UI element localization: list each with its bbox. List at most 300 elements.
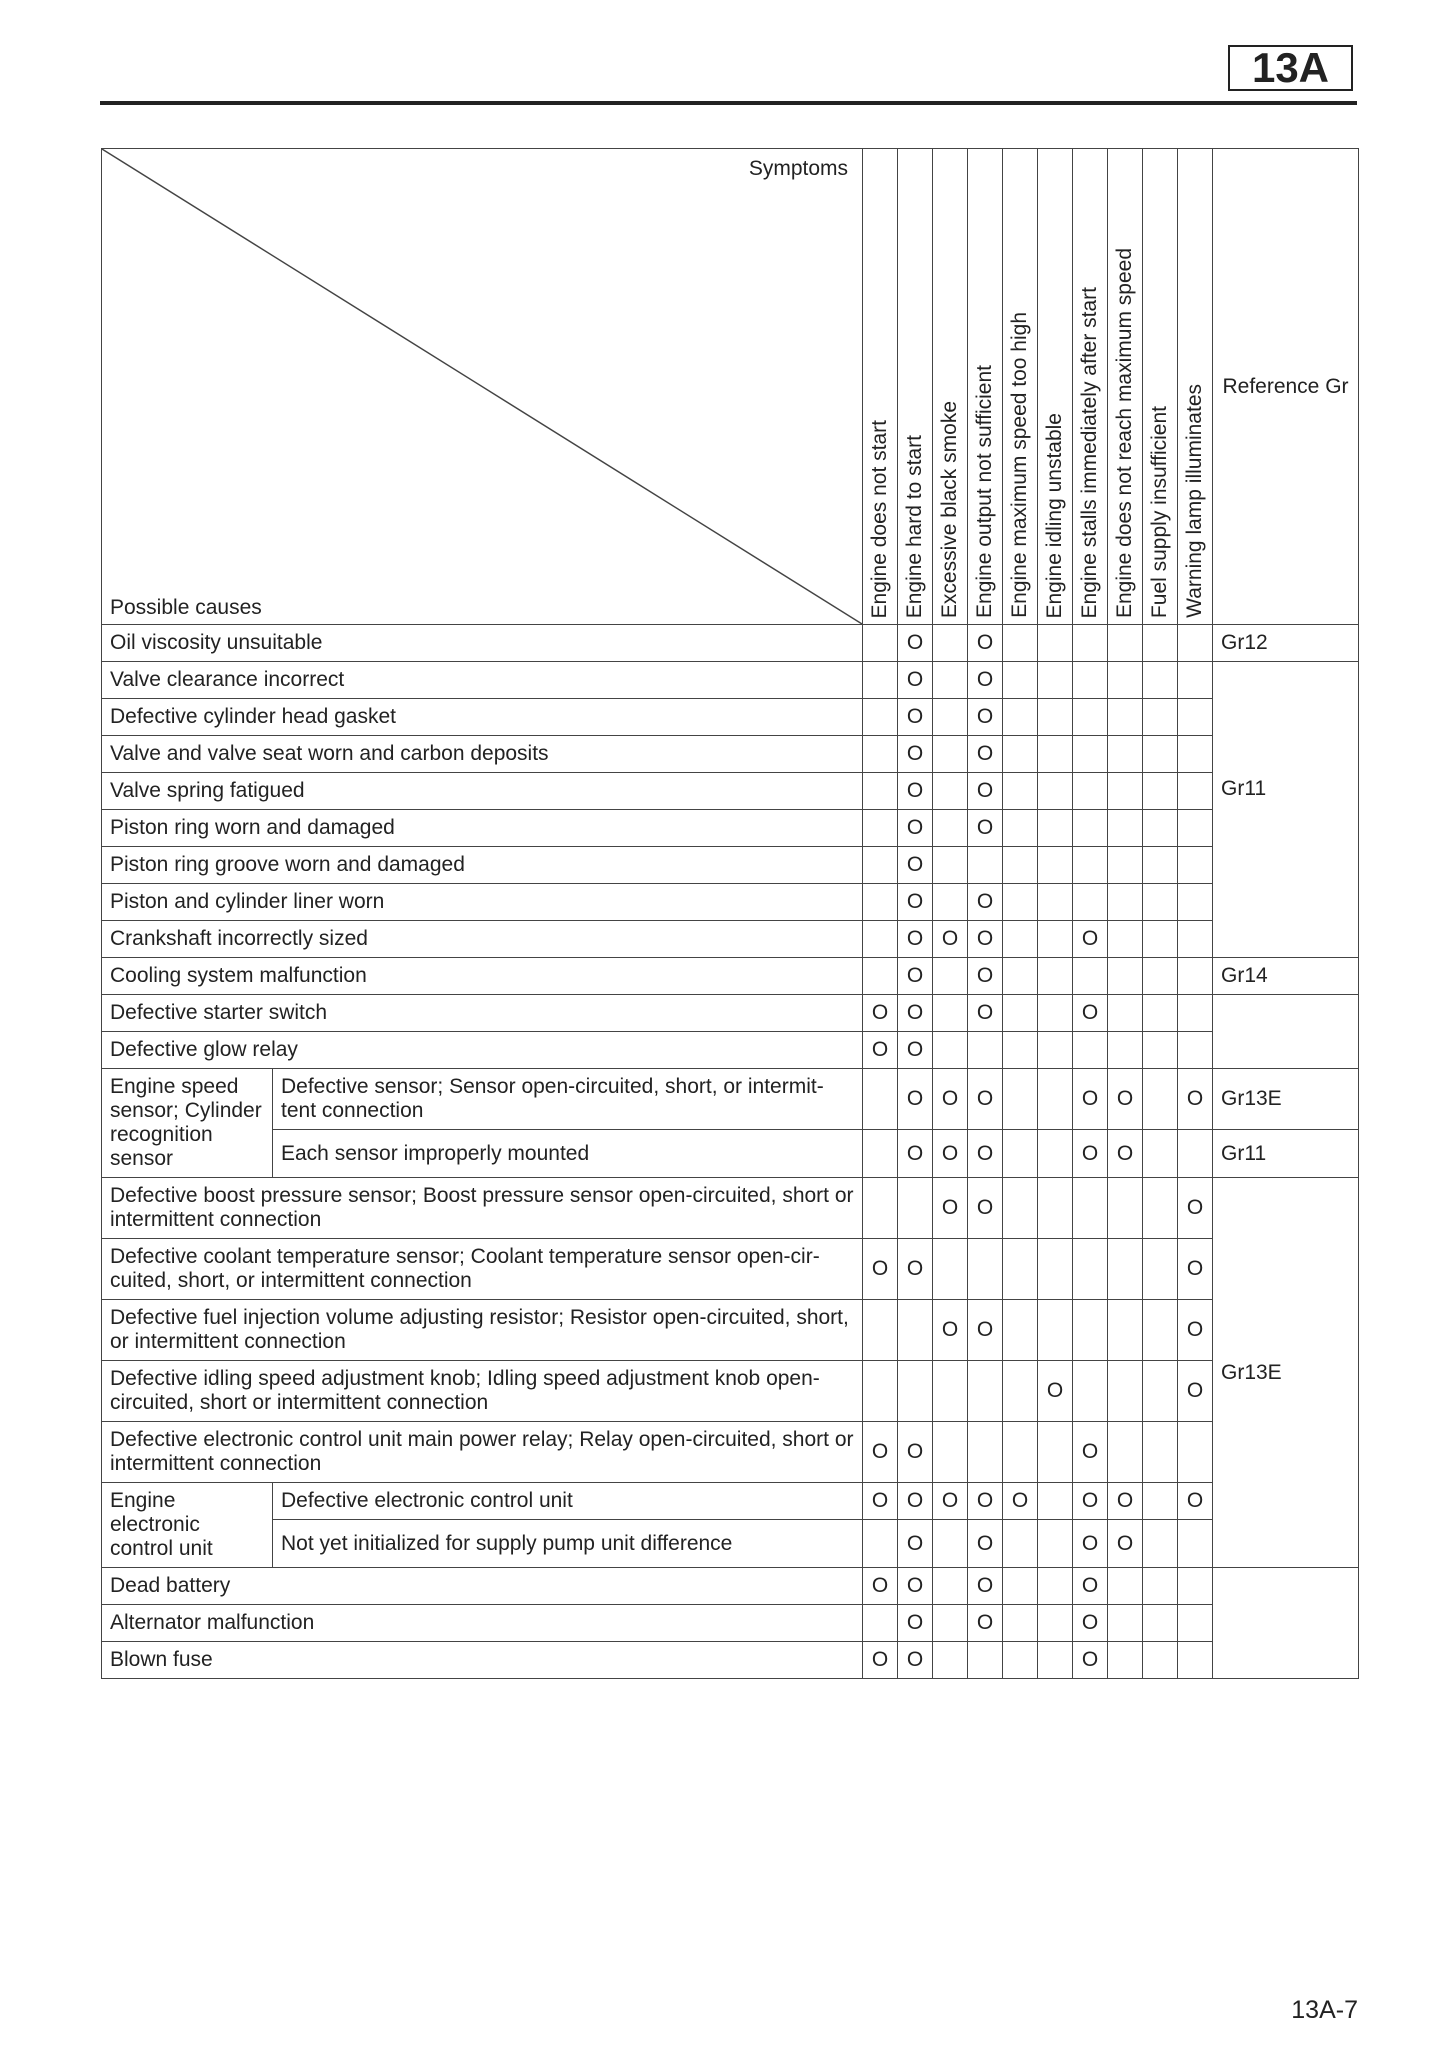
symptom-label: Excessive black smoke bbox=[938, 400, 961, 618]
symptom-mark-cell: O bbox=[933, 1300, 968, 1361]
reference-header bbox=[1213, 149, 1359, 625]
symptom-mark-cell: O bbox=[898, 1605, 933, 1642]
symptom-mark-cell bbox=[1108, 1032, 1143, 1069]
symptom-mark-cell bbox=[1143, 958, 1178, 995]
reference-cell bbox=[1213, 1568, 1359, 1679]
cause-group: Engine electronic control unit bbox=[102, 1483, 273, 1568]
symptom-header bbox=[1178, 149, 1213, 625]
symptom-mark-cell bbox=[898, 1178, 933, 1239]
symptom-mark-cell bbox=[1038, 995, 1073, 1032]
cause-cell: Defective cylinder head gasket bbox=[102, 699, 863, 736]
reference-cell: Gr13E bbox=[1213, 1069, 1359, 1130]
reference-cell: Gr14 bbox=[1213, 958, 1359, 995]
symptom-mark-cell: O bbox=[933, 1130, 968, 1178]
symptom-mark-cell: O bbox=[898, 1568, 933, 1605]
symptom-mark-cell bbox=[898, 1361, 933, 1422]
symptom-mark-cell bbox=[1073, 958, 1108, 995]
table-row bbox=[102, 773, 1359, 810]
symptom-label: Engine idling unstable bbox=[1043, 412, 1066, 618]
section-tag: 13A bbox=[1228, 45, 1353, 91]
table-row bbox=[102, 1239, 1359, 1300]
symptom-mark-cell bbox=[1143, 1178, 1178, 1239]
cause-cell: Cooling system malfunction bbox=[102, 958, 863, 995]
symptom-mark-cell bbox=[933, 662, 968, 699]
symptom-mark-cell bbox=[1003, 1069, 1038, 1130]
cause-cell: Defective boost pressure sensor; Boost pressure sensor open-circuited, short or intermittent connection bbox=[102, 1178, 863, 1239]
table-row bbox=[102, 1069, 1359, 1130]
symptom-mark-cell bbox=[968, 1642, 1003, 1679]
symptom-mark-cell: O bbox=[1178, 1300, 1213, 1361]
symptom-mark-cell bbox=[1143, 810, 1178, 847]
symptom-mark-cell bbox=[1108, 1239, 1143, 1300]
cause-cell: Dead battery bbox=[102, 1568, 863, 1605]
symptom-label: Engine output not sufficient bbox=[973, 365, 996, 618]
symptom-header bbox=[1073, 149, 1108, 625]
table-row bbox=[102, 1300, 1359, 1361]
symptom-mark-cell bbox=[1143, 995, 1178, 1032]
symptom-mark-cell bbox=[1038, 662, 1073, 699]
cause-cell: Defective fuel injection volume adjusting resistor; Resistor open-circuited, short, or intermittent connection bbox=[102, 1300, 863, 1361]
symptom-mark-cell: O bbox=[968, 884, 1003, 921]
symptom-mark-cell bbox=[1038, 1605, 1073, 1642]
symptom-mark-cell bbox=[1038, 810, 1073, 847]
symptom-mark-cell bbox=[933, 773, 968, 810]
symptom-mark-cell bbox=[863, 884, 898, 921]
symptom-mark-cell bbox=[1108, 884, 1143, 921]
symptom-mark-cell bbox=[1108, 958, 1143, 995]
symptom-mark-cell: O bbox=[863, 1032, 898, 1069]
symptom-mark-cell: O bbox=[933, 1069, 968, 1130]
symptom-mark-cell: O bbox=[933, 1483, 968, 1520]
reference-header-label: Reference Gr bbox=[1222, 374, 1349, 398]
symptom-mark-cell bbox=[1178, 1642, 1213, 1679]
symptom-mark-cell bbox=[1073, 1239, 1108, 1300]
cause-cell: Valve clearance incorrect bbox=[102, 662, 863, 699]
symptom-mark-cell: O bbox=[1038, 1361, 1073, 1422]
symptom-mark-cell: O bbox=[968, 958, 1003, 995]
symptom-mark-cell bbox=[1108, 995, 1143, 1032]
symptom-mark-cell: O bbox=[968, 1520, 1003, 1568]
cause-cell: Defective electronic control unit bbox=[273, 1483, 863, 1520]
symptom-mark-cell: O bbox=[898, 736, 933, 773]
table-row bbox=[102, 810, 1359, 847]
table-row bbox=[102, 995, 1359, 1032]
symptom-mark-cell: O bbox=[968, 995, 1003, 1032]
symptom-mark-cell: O bbox=[1108, 1520, 1143, 1568]
symptom-mark-cell: O bbox=[1178, 1239, 1213, 1300]
symptom-mark-cell bbox=[1038, 1130, 1073, 1178]
symptom-mark-cell bbox=[1003, 1361, 1038, 1422]
symptom-mark-cell bbox=[863, 773, 898, 810]
symptom-mark-cell bbox=[1038, 1239, 1073, 1300]
symptoms-label: Symptoms bbox=[748, 157, 848, 180]
symptom-mark-cell bbox=[1108, 1361, 1143, 1422]
symptom-mark-cell bbox=[1003, 625, 1038, 662]
symptom-mark-cell bbox=[968, 1032, 1003, 1069]
symptom-mark-cell bbox=[1178, 625, 1213, 662]
symptom-mark-cell: O bbox=[898, 958, 933, 995]
symptom-mark-cell: O bbox=[968, 662, 1003, 699]
symptom-mark-cell: O bbox=[968, 1130, 1003, 1178]
corner-diagonal bbox=[102, 149, 862, 624]
symptom-label: Engine stalls immediately after start bbox=[1078, 286, 1101, 618]
cause-cell: Defective sensor; Sensor open-circuited, short, or intermit-tent connection bbox=[273, 1069, 863, 1130]
symptom-mark-cell bbox=[863, 1130, 898, 1178]
symptom-label: Fuel supply insufficient bbox=[1148, 405, 1171, 618]
symptom-mark-cell bbox=[1073, 1300, 1108, 1361]
symptom-mark-cell bbox=[1003, 1130, 1038, 1178]
symptom-mark-cell bbox=[1038, 699, 1073, 736]
table-row bbox=[102, 1483, 1359, 1520]
symptom-mark-cell bbox=[933, 847, 968, 884]
corner-cell bbox=[102, 149, 863, 625]
symptom-mark-cell bbox=[1003, 1642, 1038, 1679]
symptom-mark-cell bbox=[1143, 921, 1178, 958]
symptom-mark-cell bbox=[863, 1178, 898, 1239]
symptom-mark-cell bbox=[1143, 1130, 1178, 1178]
symptom-mark-cell bbox=[1143, 1483, 1178, 1520]
symptom-mark-cell bbox=[1003, 1605, 1038, 1642]
symptom-mark-cell bbox=[1073, 1361, 1108, 1422]
symptom-mark-cell bbox=[1108, 736, 1143, 773]
symptom-mark-cell bbox=[968, 1422, 1003, 1483]
symptom-mark-cell: O bbox=[968, 1178, 1003, 1239]
symptom-mark-cell bbox=[1143, 1642, 1178, 1679]
symptom-mark-cell bbox=[863, 810, 898, 847]
symptom-mark-cell: O bbox=[863, 1568, 898, 1605]
symptom-mark-cell: O bbox=[968, 699, 1003, 736]
symptom-mark-cell: O bbox=[898, 995, 933, 1032]
symptom-mark-cell bbox=[1003, 921, 1038, 958]
page-number: 13A-7 bbox=[1291, 1996, 1358, 2024]
symptom-mark-cell bbox=[968, 1361, 1003, 1422]
symptom-mark-cell bbox=[1178, 1130, 1213, 1178]
symptom-mark-cell bbox=[1038, 1642, 1073, 1679]
symptom-mark-cell: O bbox=[1073, 1520, 1108, 1568]
symptom-mark-cell bbox=[1003, 1300, 1038, 1361]
symptom-mark-cell bbox=[933, 1642, 968, 1679]
symptom-mark-cell: O bbox=[898, 921, 933, 958]
symptom-mark-cell bbox=[1073, 625, 1108, 662]
symptom-mark-cell bbox=[1108, 1568, 1143, 1605]
symptom-mark-cell bbox=[1143, 773, 1178, 810]
symptom-mark-cell bbox=[863, 699, 898, 736]
symptom-mark-cell: O bbox=[968, 625, 1003, 662]
cause-cell: Not yet initialized for supply pump unit difference bbox=[273, 1520, 863, 1568]
symptom-mark-cell: O bbox=[898, 773, 933, 810]
symptom-mark-cell bbox=[1038, 884, 1073, 921]
table-row bbox=[102, 1642, 1359, 1679]
symptom-mark-cell: O bbox=[1178, 1483, 1213, 1520]
table-row bbox=[102, 736, 1359, 773]
cause-cell: Crankshaft incorrectly sized bbox=[102, 921, 863, 958]
symptom-mark-cell bbox=[1143, 1239, 1178, 1300]
symptom-mark-cell: O bbox=[1073, 1069, 1108, 1130]
symptom-mark-cell: O bbox=[968, 921, 1003, 958]
cause-cell: Alternator malfunction bbox=[102, 1605, 863, 1642]
symptom-mark-cell bbox=[1003, 1032, 1038, 1069]
symptom-mark-cell bbox=[1143, 1422, 1178, 1483]
header-rule bbox=[100, 101, 1357, 105]
symptom-mark-cell bbox=[933, 1361, 968, 1422]
symptom-mark-cell bbox=[1178, 1032, 1213, 1069]
symptom-mark-cell bbox=[1108, 1422, 1143, 1483]
symptom-mark-cell bbox=[863, 662, 898, 699]
symptom-mark-cell bbox=[1143, 1568, 1178, 1605]
symptom-mark-cell bbox=[863, 1520, 898, 1568]
symptom-mark-cell: O bbox=[863, 1483, 898, 1520]
symptom-mark-cell: O bbox=[1073, 921, 1108, 958]
symptom-mark-cell: O bbox=[1108, 1483, 1143, 1520]
symptom-mark-cell bbox=[1143, 662, 1178, 699]
symptom-mark-cell bbox=[1108, 1642, 1143, 1679]
possible-causes-label: Possible causes bbox=[110, 596, 262, 619]
symptom-mark-cell bbox=[933, 1239, 968, 1300]
symptom-mark-cell bbox=[863, 921, 898, 958]
cause-cell: Defective electronic control unit main power relay; Relay open-circuited, short or intermittent connection bbox=[102, 1422, 863, 1483]
symptom-mark-cell bbox=[1003, 1520, 1038, 1568]
reference-cell: Gr12 bbox=[1213, 625, 1359, 662]
symptom-mark-cell bbox=[1143, 884, 1178, 921]
table-row bbox=[102, 1032, 1359, 1069]
symptom-mark-cell: O bbox=[898, 1032, 933, 1069]
symptom-mark-cell bbox=[1038, 1300, 1073, 1361]
symptom-mark-cell bbox=[1108, 847, 1143, 884]
symptom-mark-cell bbox=[1143, 736, 1178, 773]
symptom-header bbox=[933, 149, 968, 625]
table-row bbox=[102, 958, 1359, 995]
cause-cell: Piston and cylinder liner worn bbox=[102, 884, 863, 921]
symptom-mark-cell: O bbox=[1073, 1568, 1108, 1605]
symptom-mark-cell bbox=[1108, 773, 1143, 810]
symptom-mark-cell bbox=[1038, 625, 1073, 662]
symptom-mark-cell bbox=[863, 1605, 898, 1642]
reference-cell bbox=[1213, 995, 1359, 1069]
cause-group: Engine speed sensor; Cylinder recognition sensor bbox=[102, 1069, 273, 1178]
symptom-mark-cell bbox=[1178, 847, 1213, 884]
symptom-mark-cell bbox=[1073, 810, 1108, 847]
cause-cell: Defective starter switch bbox=[102, 995, 863, 1032]
symptom-mark-cell bbox=[1003, 736, 1038, 773]
symptom-label: Engine does not reach maximum speed bbox=[1113, 247, 1136, 618]
symptom-mark-cell bbox=[1073, 773, 1108, 810]
cause-cell: Oil viscosity unsuitable bbox=[102, 625, 863, 662]
symptom-mark-cell bbox=[933, 736, 968, 773]
symptom-mark-cell bbox=[1003, 884, 1038, 921]
symptom-mark-cell bbox=[1003, 1568, 1038, 1605]
symptom-mark-cell bbox=[1178, 1422, 1213, 1483]
symptom-mark-cell bbox=[1108, 1178, 1143, 1239]
header-row bbox=[102, 149, 1359, 625]
symptom-mark-cell bbox=[1073, 1178, 1108, 1239]
cause-cell: Piston ring groove worn and damaged bbox=[102, 847, 863, 884]
symptom-mark-cell bbox=[863, 1300, 898, 1361]
symptom-mark-cell bbox=[1003, 958, 1038, 995]
symptom-mark-cell bbox=[1038, 773, 1073, 810]
symptom-mark-cell bbox=[933, 810, 968, 847]
symptom-label: Engine maximum speed too high bbox=[1008, 312, 1031, 618]
symptom-mark-cell bbox=[1073, 736, 1108, 773]
symptom-mark-cell: O bbox=[898, 1520, 933, 1568]
symptom-mark-cell: O bbox=[898, 1642, 933, 1679]
cause-cell: Defective coolant temperature sensor; Coolant temperature sensor open-cir-cuited, short, or intermittent connection bbox=[102, 1239, 863, 1300]
symptom-mark-cell: O bbox=[968, 1483, 1003, 1520]
symptom-header bbox=[898, 149, 933, 625]
symptom-mark-cell bbox=[1003, 810, 1038, 847]
symptom-mark-cell: O bbox=[1108, 1069, 1143, 1130]
symptom-mark-cell bbox=[1073, 847, 1108, 884]
symptom-mark-cell bbox=[1178, 773, 1213, 810]
symptom-mark-cell bbox=[1038, 1178, 1073, 1239]
symptom-mark-cell: O bbox=[898, 1069, 933, 1130]
symptom-mark-cell bbox=[1178, 1568, 1213, 1605]
symptom-mark-cell: O bbox=[1178, 1069, 1213, 1130]
symptom-mark-cell: O bbox=[898, 847, 933, 884]
symptom-mark-cell bbox=[1038, 1422, 1073, 1483]
symptom-mark-cell bbox=[1108, 1300, 1143, 1361]
symptom-mark-cell bbox=[1038, 958, 1073, 995]
symptom-mark-cell bbox=[1143, 625, 1178, 662]
symptom-mark-cell: O bbox=[968, 1605, 1003, 1642]
symptom-mark-cell bbox=[933, 958, 968, 995]
reference-cell: Gr11 bbox=[1213, 1130, 1359, 1178]
symptom-mark-cell bbox=[1178, 1520, 1213, 1568]
cause-cell: Defective glow relay bbox=[102, 1032, 863, 1069]
symptom-mark-cell bbox=[1003, 773, 1038, 810]
symptom-mark-cell bbox=[898, 1300, 933, 1361]
symptom-mark-cell: O bbox=[968, 1300, 1003, 1361]
table-row bbox=[102, 1605, 1359, 1642]
symptom-mark-cell bbox=[1178, 736, 1213, 773]
symptom-mark-cell bbox=[1108, 1605, 1143, 1642]
symptom-mark-cell bbox=[1143, 1069, 1178, 1130]
symptom-mark-cell: O bbox=[1108, 1130, 1143, 1178]
symptom-mark-cell bbox=[863, 625, 898, 662]
symptom-mark-cell bbox=[1038, 921, 1073, 958]
symptom-mark-cell: O bbox=[1073, 1642, 1108, 1679]
symptom-label: Warning lamp illuminates bbox=[1183, 384, 1206, 618]
symptom-mark-cell bbox=[1178, 958, 1213, 995]
symptom-mark-cell bbox=[1073, 884, 1108, 921]
symptom-mark-cell bbox=[1038, 1568, 1073, 1605]
table-row bbox=[102, 1130, 1359, 1178]
table-row bbox=[102, 1422, 1359, 1483]
symptom-mark-cell: O bbox=[863, 1422, 898, 1483]
symptom-mark-cell: O bbox=[898, 662, 933, 699]
symptom-mark-cell bbox=[1003, 1178, 1038, 1239]
symptom-header bbox=[1003, 149, 1038, 625]
table-row bbox=[102, 884, 1359, 921]
symptom-mark-cell bbox=[1143, 1605, 1178, 1642]
symptom-mark-cell bbox=[1108, 921, 1143, 958]
symptom-header bbox=[1108, 149, 1143, 625]
symptom-mark-cell bbox=[1143, 847, 1178, 884]
symptom-mark-cell bbox=[1003, 1239, 1038, 1300]
symptom-header bbox=[1038, 149, 1073, 625]
symptom-mark-cell bbox=[1073, 1032, 1108, 1069]
symptom-mark-cell: O bbox=[898, 1422, 933, 1483]
symptom-mark-cell: O bbox=[933, 1178, 968, 1239]
symptom-mark-cell bbox=[1073, 662, 1108, 699]
reference-cell: Gr11 bbox=[1213, 662, 1359, 958]
cause-cell: Piston ring worn and damaged bbox=[102, 810, 863, 847]
symptom-mark-cell bbox=[933, 884, 968, 921]
symptom-mark-cell bbox=[933, 1032, 968, 1069]
cause-cell: Blown fuse bbox=[102, 1642, 863, 1679]
symptom-mark-cell: O bbox=[1178, 1178, 1213, 1239]
symptom-mark-cell bbox=[1038, 1069, 1073, 1130]
symptom-mark-cell bbox=[863, 736, 898, 773]
symptom-mark-cell: O bbox=[1003, 1483, 1038, 1520]
symptom-mark-cell bbox=[1143, 699, 1178, 736]
table-row bbox=[102, 1361, 1359, 1422]
table-row bbox=[102, 1568, 1359, 1605]
symptom-mark-cell bbox=[1038, 847, 1073, 884]
symptom-mark-cell bbox=[933, 699, 968, 736]
symptom-mark-cell: O bbox=[898, 884, 933, 921]
symptom-mark-cell: O bbox=[1073, 1130, 1108, 1178]
symptom-mark-cell bbox=[1108, 699, 1143, 736]
symptom-mark-cell: O bbox=[863, 1642, 898, 1679]
cause-cell: Defective idling speed adjustment knob; Idling speed adjustment knob open-circuited, short or intermittent connection bbox=[102, 1361, 863, 1422]
symptom-mark-cell bbox=[1143, 1032, 1178, 1069]
symptom-mark-cell bbox=[863, 958, 898, 995]
table-row bbox=[102, 921, 1359, 958]
symptom-mark-cell bbox=[1003, 1422, 1038, 1483]
symptom-mark-cell: O bbox=[898, 1130, 933, 1178]
table-row bbox=[102, 625, 1359, 662]
cause-cell: Valve and valve seat worn and carbon deposits bbox=[102, 736, 863, 773]
symptom-mark-cell bbox=[1108, 662, 1143, 699]
symptom-mark-cell bbox=[1143, 1300, 1178, 1361]
symptom-mark-cell bbox=[1178, 699, 1213, 736]
symptom-mark-cell: O bbox=[933, 921, 968, 958]
symptom-mark-cell bbox=[1178, 1605, 1213, 1642]
symptom-mark-cell: O bbox=[968, 1069, 1003, 1130]
symptom-mark-cell bbox=[933, 995, 968, 1032]
table-row bbox=[102, 847, 1359, 884]
symptom-mark-cell bbox=[1073, 699, 1108, 736]
symptom-mark-cell: O bbox=[898, 810, 933, 847]
symptom-mark-cell bbox=[933, 1422, 968, 1483]
symptom-mark-cell bbox=[1178, 921, 1213, 958]
symptom-mark-cell bbox=[1038, 1520, 1073, 1568]
table-row bbox=[102, 699, 1359, 736]
reference-cell: Gr13E bbox=[1213, 1178, 1359, 1568]
symptom-mark-cell bbox=[933, 1605, 968, 1642]
troubleshooting-table bbox=[101, 148, 1359, 1679]
symptom-mark-cell bbox=[1003, 662, 1038, 699]
symptom-mark-cell bbox=[1038, 1483, 1073, 1520]
symptom-header bbox=[968, 149, 1003, 625]
symptom-label: Engine hard to start bbox=[903, 434, 926, 618]
symptom-mark-cell: O bbox=[968, 810, 1003, 847]
symptom-header bbox=[1143, 149, 1178, 625]
symptom-mark-cell bbox=[1178, 995, 1213, 1032]
table-row bbox=[102, 1178, 1359, 1239]
symptom-mark-cell bbox=[1178, 662, 1213, 699]
symptom-mark-cell: O bbox=[968, 773, 1003, 810]
symptom-mark-cell bbox=[1003, 699, 1038, 736]
symptom-mark-cell bbox=[1143, 1361, 1178, 1422]
symptom-mark-cell: O bbox=[968, 736, 1003, 773]
symptom-mark-cell bbox=[1178, 884, 1213, 921]
symptom-mark-cell: O bbox=[1073, 1483, 1108, 1520]
symptom-mark-cell bbox=[968, 847, 1003, 884]
table-row bbox=[102, 1520, 1359, 1568]
symptom-header bbox=[863, 149, 898, 625]
symptom-mark-cell bbox=[1038, 736, 1073, 773]
